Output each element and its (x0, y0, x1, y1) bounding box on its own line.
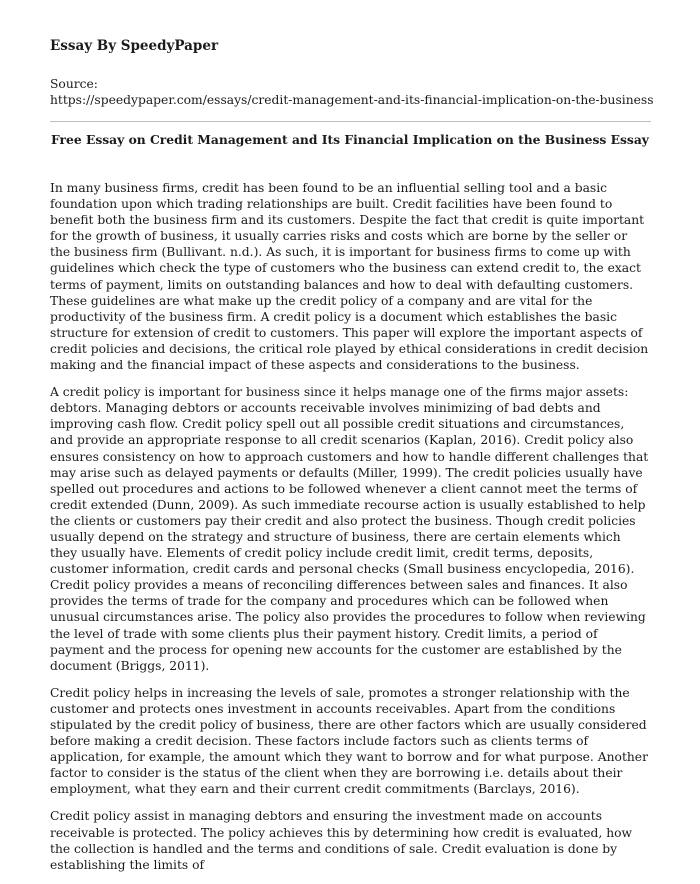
source-label: Source: (50, 77, 98, 91)
essay-paragraph-1: In many business firms, credit has been found to be an influential selling tool and a basic foundation upon which trading relationships are built. Credit facilities have been found to benefit both the business firm and its customers. Despite the fact that credit is quite important for the growth of business, it usually carries risks and costs which are borne by the seller or the business firm (Bullivant. n.d.). As such, it is important for business firms to come up with guidelines which check the type of customers who the business can extend credit to, the exact terms of payment, limits on outstanding balances and how to deal with defaulting customers. These guidelines are what make up the credit policy of a company and are vital for the productivity of the business firm. A credit policy is a document which establishes the basic structure for extension of credit to customers. This paper will explore the important aspects of credit policies and decisions, the critical role played by ethical considerations in credit decision making and the financial impact of these aspects and considerations to the business. (50, 181, 649, 373)
site-title: Essay By SpeedyPaper (50, 38, 219, 54)
essay-paragraph-4: Credit policy assist in managing debtors and ensuring the investment made on accounts receivable is protected. The policy achieves this by determining how credit is evaluated, how the collection is handled and the terms and conditions of sale. Credit evaluation is done by establishing the limits of (50, 809, 633, 872)
header-divider (50, 121, 651, 122)
essay-paragraph-3: Credit policy helps in increasing the levels of sale, promotes a stronger relationship with the customer and protects ones investment in accounts receivables. Apart from the conditions stipulated by the credit policy of business, there are other factors which are usually considered before making a credit decision. These factors include factors such as clients terms of application, for example, the amount which they want to borrow and for what purpose. Another factor to consider is the status of the client when they are borrowing i.e. details about their employment, what they earn and their current credit commitments (Barclays, 2016). (50, 685, 648, 797)
essay-body (50, 180, 650, 873)
document-page (50, 38, 654, 884)
essay-paragraph-2: A credit policy is important for business since it helps manage one of the firms major assets: debtors. Managing debtors or accounts receivable involves minimizing of bad debts and improving cash flow. Credit policy spell out all possible credit situations and circumstances, and provide an appropriate response to all credit scenarios (Kaplan, 2016). Credit policy also ensures consistency on how to approach customers and how to handle different challenges that may arise such as delayed payments or defaults (Miller, 1999). The credit policies usually have spelled out procedures and actions to be followed whenever a client cannot meet the terms of credit extended (Dunn, 2009). As such immediate recourse action is usually established to help the clients or customers pay their credit and also protect the business. Though credit policies usually depend on the strategy and structure of business, there are certain elements which they usually have. Elements of credit policy include credit limit, credit terms, deposits, customer information, credit cards and personal checks (Small business encyclopedia, 2016). Credit policy provides a means of reconciling differences between sales and finances. It also provides the terms of trade for the company and procedures which can be followed when unusual circumstances arise. The policy also provides the procedures to follow when reviewing the level of trade with some clients plus their payment history. Credit limits, a period of payment and the process for opening new accounts for the customer are established by the document (Briggs, 2011). (50, 385, 649, 673)
source-url[interactable]: https://speedypaper.com/essays/credit-management-and-its-financial-implication-on-the-business (50, 93, 654, 107)
essay-title: Free Essay on Credit Management and Its Financial Implication on the Business Essay (51, 132, 649, 147)
